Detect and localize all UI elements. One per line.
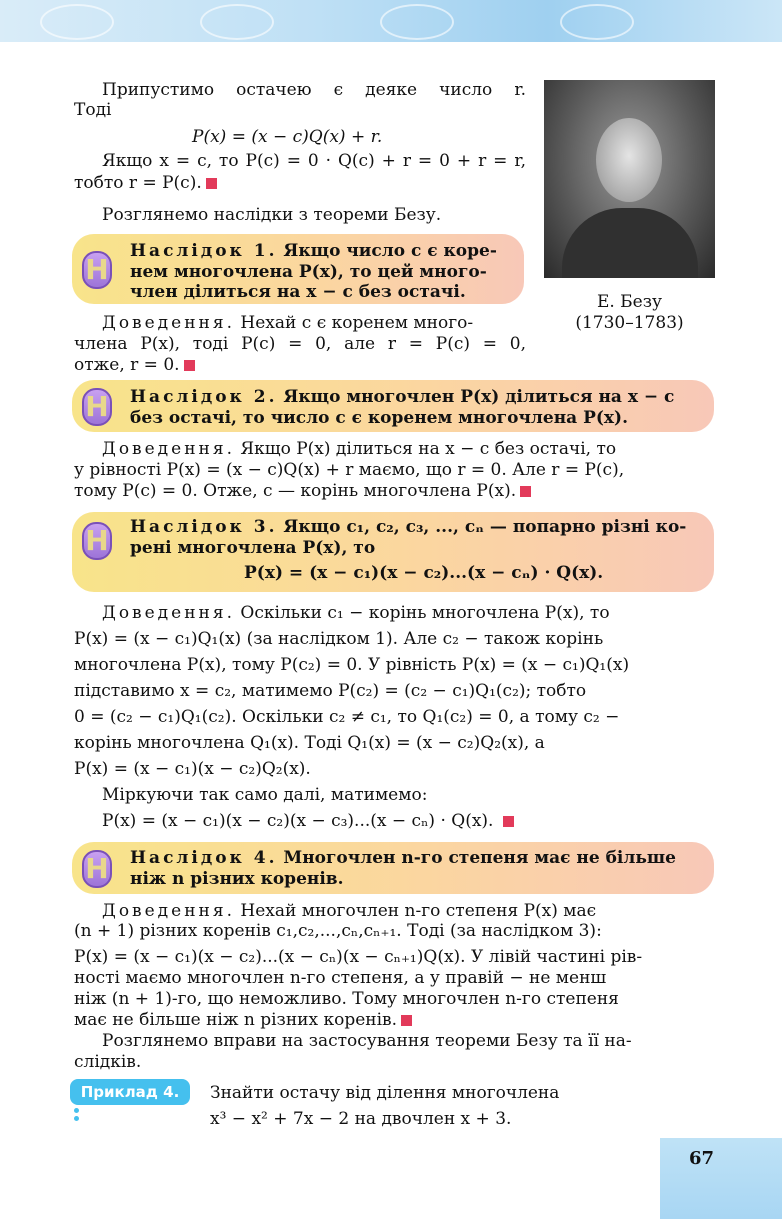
proof-3-line-7: P(x) = (x − c₁)(x − c₂)Q₂(x).	[74, 759, 311, 779]
proof-2-line-2: у рівності P(x) = (x − c)Q(x) + r маємо, що r = 0. Але r = P(c),	[74, 460, 625, 480]
end-of-proof-icon	[184, 360, 195, 371]
corollary-4-line-1: Наслідок 4. Многочлен n-го степеня має не більше	[130, 848, 676, 868]
proof-4-line-3: P(x) = (x − c₁)(x − c₂)...(x − cₙ)(x − cₙ₊₁)Q(x). У лівій частині рів-	[74, 947, 643, 967]
corollary-badge-icon: Н	[82, 522, 112, 560]
portrait-caption-years: (1730–1783)	[575, 313, 684, 333]
example-line-1: Знайти остачу від ділення многочлена	[210, 1083, 560, 1103]
corollary-badge-icon: Н	[82, 850, 112, 888]
proof-3-line-1: Доведення. Оскільки c₁ − корінь многочлена P(x), то	[102, 603, 610, 623]
intro-line-1: Припустимо остачею є деяке число r.	[102, 80, 526, 100]
page-number: 67	[688, 1148, 714, 1169]
swirl-ornament	[40, 4, 114, 40]
corollary-badge-icon: Н	[82, 388, 112, 426]
end-of-proof-icon	[503, 816, 514, 827]
proof-4-line-1: Доведення. Нехай многочлен n-го степеня P(x) має	[102, 901, 597, 921]
portrait-caption-name: Е. Безу	[596, 292, 663, 312]
intro-equation: P(x) = (x − c)Q(x) + r.	[192, 127, 383, 147]
outro-line-1: Розглянемо вправи на застосування теореми Безу та її на-	[102, 1031, 632, 1051]
corollary-2-line-2: без остачі, то число c є коренем многочлена P(x).	[130, 408, 628, 428]
end-of-proof-icon	[520, 486, 531, 497]
proof-4-line-5: ніж (n + 1)-го, що неможливо. Тому многочлен n-го степеня	[74, 989, 619, 1009]
intro-line-4: тобто r = P(c).	[74, 172, 217, 194]
proof-3-line-4: підставимо x = c₂, матимемо P(c₂) = (c₂ − c₁)Q₁(c₂); тобто	[74, 681, 587, 701]
corollary-1-line-2: нем многочлена P(x), то цей много-	[130, 262, 487, 282]
proof-4-line-6: має не більше ніж n різних коренів.	[74, 1009, 412, 1031]
proof-3-line-2: P(x) = (x − c₁)Q₁(x) (за наслідком 1). Але c₂ − також корінь	[74, 629, 604, 649]
bezout-portrait	[544, 80, 715, 278]
corollary-1-line-3: член ділиться на x − c без остачі.	[130, 282, 466, 302]
corner-decorative-band	[660, 1138, 782, 1219]
corollary-4-line-2: ніж n різних коренів.	[130, 869, 344, 889]
outro-line-2: слідків.	[74, 1052, 142, 1072]
corollary-3-line-1: Наслідок 3. Якщо c₁, c₂, c₃, ..., cₙ — попарно різні ко-	[130, 517, 687, 537]
proof-4-line-2: (n + 1) різних коренів c₁,c₂,...,cₙ,cₙ₊₁. Тоді (за наслідком 3):	[74, 921, 602, 941]
proof-2-line-3: тому P(c) = 0. Отже, c — корінь многочлена P(x).	[74, 480, 531, 502]
proof-1-line-3: отже, r = 0.	[74, 354, 195, 376]
portrait-face	[596, 118, 662, 202]
example-badge: Приклад 4.	[70, 1079, 190, 1105]
corollary-3-line-2: рені многочлена P(x), то	[130, 538, 376, 558]
example-line-2: x³ − x² + 7x − 2 на двочлен x + 3.	[210, 1109, 512, 1129]
proof-2-line-1: Доведення. Якщо P(x) ділиться на x − c без остачі, то	[102, 439, 617, 459]
intro-line-5: Розглянемо наслідки з теореми Безу.	[102, 205, 442, 225]
intro-line-3: Якщо x = c, то P(c) = 0 · Q(c) + r = 0 + r = r,	[102, 151, 526, 171]
top-decorative-band	[0, 0, 782, 42]
proof-3-line-9: P(x) = (x − c₁)(x − c₂)(x − c₃)...(x − cₙ) · Q(x).	[102, 810, 514, 832]
example-dots-ornament	[74, 1108, 80, 1124]
proof-4-line-4: ності маємо многочлен n-го степеня, а у правій − не менш	[74, 968, 607, 988]
proof-3-line-8: Міркуючи так само далі, матимемо:	[102, 785, 428, 805]
swirl-ornament	[380, 4, 454, 40]
proof-3-line-6: корінь многочлена Q₁(x). Тоді Q₁(x) = (x − c₂)Q₂(x), а	[74, 733, 545, 753]
end-of-proof-icon	[206, 178, 217, 189]
corollary-2-line-1: Наслідок 2. Якщо многочлен P(x) ділиться на x − c	[130, 387, 675, 407]
swirl-ornament	[560, 4, 634, 40]
proof-3-line-5: 0 = (c₂ − c₁)Q₁(c₂). Оскільки c₂ ≠ c₁, то Q₁(c₂) = 0, а тому c₂ −	[74, 707, 620, 727]
portrait-coat	[562, 208, 698, 278]
proof-1-line-2: члена P(x), тоді P(c) = 0, але r = P(c) = 0,	[74, 334, 526, 354]
proof-1-line-1: Доведення. Нехай c є коренем много-	[102, 313, 474, 333]
proof-3-line-3: многочлена P(x), тому P(c₂) = 0. У рівність P(x) = (x − c₁)Q₁(x)	[74, 655, 630, 675]
corollary-3-equation: P(x) = (x − c₁)(x − c₂)...(x − cₙ) · Q(x).	[244, 563, 604, 583]
end-of-proof-icon	[401, 1015, 412, 1026]
corollary-badge-icon: Н	[82, 251, 112, 289]
corollary-1-line-1: Наслідок 1. Якщо число c є коре-	[130, 241, 497, 261]
intro-line-2: Тоді	[74, 100, 112, 120]
swirl-ornament	[200, 4, 274, 40]
